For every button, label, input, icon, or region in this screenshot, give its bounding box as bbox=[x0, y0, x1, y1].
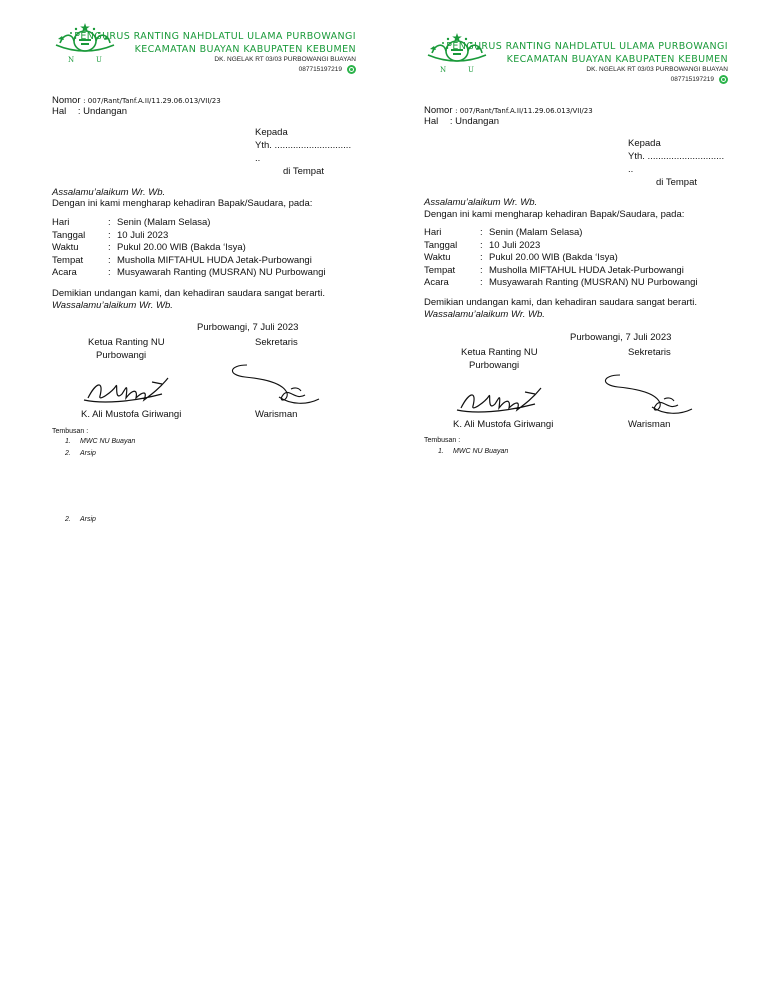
invitation-letter-left bbox=[52, 31, 356, 501]
signer-left-title-2: Purbowangi bbox=[469, 360, 520, 371]
nomor-label: Nomor bbox=[52, 95, 81, 106]
signature-sekretaris bbox=[225, 359, 321, 409]
hal-value: : Undangan bbox=[77, 106, 128, 117]
event-details bbox=[424, 227, 698, 290]
kecamatan-name: KECAMATAN BUAYAN KABUPATEN KEBUMEN bbox=[134, 44, 356, 55]
detail-value: 10 Juli 2023 bbox=[117, 229, 169, 241]
intro-text: Dengan ini kami mengharap kehadiran Bapak/Saudara, pada: bbox=[424, 209, 685, 220]
detail-key: Acara bbox=[52, 267, 77, 278]
detail-value: Musholla MIFTAHUL HUDA Jetak-Purbowangi bbox=[489, 264, 684, 276]
detail-key: Waktu bbox=[424, 252, 451, 263]
closing-greeting: Wassalamu’alaikum Wr. Wb. bbox=[424, 309, 545, 320]
event-details bbox=[52, 217, 326, 280]
logo-letter-u: U bbox=[96, 56, 102, 64]
detail-value: Musyawarah Ranting (MUSRAN) NU Purbowangi bbox=[117, 267, 326, 278]
signature-ketua bbox=[455, 382, 547, 418]
detail-key: Tanggal bbox=[424, 239, 458, 251]
recipient-yth: Yth. ............................. bbox=[255, 140, 352, 151]
signer-right-name: Warisman bbox=[628, 419, 671, 430]
detail-value: Pukul 20.00 WIB (Bakda ‘Isya) bbox=[117, 242, 246, 253]
nomor-value: : 007/Rant/Tanf.A.II/11.29.06.013/VII/23 bbox=[455, 107, 593, 115]
nomor-label: Nomor bbox=[424, 105, 453, 116]
org-phone: 087715197219 bbox=[298, 66, 342, 73]
detail-key: Tempat bbox=[424, 264, 456, 276]
invitation-letter-right bbox=[424, 41, 728, 511]
signature-ketua bbox=[82, 372, 174, 408]
tembusan-label: Tembusan : bbox=[52, 428, 89, 435]
hal-label: Hal bbox=[424, 116, 439, 127]
recipient-kepada: Kepada bbox=[255, 127, 288, 138]
hal-line bbox=[424, 116, 499, 127]
nomor-line bbox=[52, 95, 221, 106]
whatsapp-icon bbox=[719, 75, 728, 84]
recipient-kepada: Kepada bbox=[628, 138, 661, 149]
greeting: Assalamu’alaikum Wr. Wb. bbox=[52, 187, 166, 198]
detail-row: Waktu : Pukul 20.00 WIB (Bakda ‘Isya) bbox=[424, 252, 698, 265]
detail-value: 10 Juli 2023 bbox=[489, 239, 541, 251]
detail-key: Hari bbox=[424, 227, 442, 238]
detail-key: Waktu bbox=[52, 242, 79, 253]
closing-text: Demikian undangan kami, dan kehadiran saudara sangat berarti. bbox=[52, 288, 326, 299]
closing-greeting: Wassalamu’alaikum Wr. Wb. bbox=[52, 300, 173, 311]
detail-value: Senin (Malam Selasa) bbox=[117, 217, 211, 228]
recipient-dots: .. bbox=[255, 153, 261, 164]
detail-row: Tempat : Musholla MIFTAHUL HUDA Jetak-Purbowangi bbox=[424, 265, 698, 278]
kecamatan-name: KECAMATAN BUAYAN KABUPATEN KEBUMEN bbox=[506, 54, 728, 65]
detail-value: Pukul 20.00 WIB (Bakda ‘Isya) bbox=[489, 252, 618, 263]
detail-row: Hari : Senin (Malam Selasa) bbox=[424, 227, 698, 240]
nomor-line bbox=[424, 105, 593, 116]
logo-letter-n: N bbox=[68, 56, 75, 64]
hal-value: : Undangan bbox=[449, 116, 500, 127]
signer-right-title: Sekretaris bbox=[628, 347, 671, 358]
greeting: Assalamu’alaikum Wr. Wb. bbox=[424, 197, 538, 208]
signer-left-title: Ketua Ranting NU bbox=[88, 337, 165, 348]
cc-item: 1. MWC NU Buayan bbox=[438, 448, 509, 455]
intro-text: Dengan ini kami mengharap kehadiran Bapak/Saudara, pada: bbox=[52, 198, 313, 209]
detail-key: Acara bbox=[424, 277, 449, 288]
org-name: PENGURUS RANTING NAHDLATUL ULAMA PURBOWANGI bbox=[446, 41, 728, 52]
org-name: PENGURUS RANTING NAHDLATUL ULAMA PURBOWANGI bbox=[74, 31, 356, 42]
signer-right-title: Sekretaris bbox=[255, 337, 298, 348]
detail-row: Acara : Musyawarah Ranting (MUSRAN) NU Purbowangi bbox=[424, 277, 698, 288]
cc-item: 1. MWC NU Buayan bbox=[65, 438, 136, 445]
cc-item: 2. Arsip bbox=[65, 450, 96, 457]
nomor-value: : 007/Rant/Tanf.A.II/11.29.06.013/VII/23 bbox=[83, 97, 221, 105]
hal-label: Hal bbox=[52, 106, 67, 117]
org-phone: 087715197219 bbox=[670, 76, 714, 83]
org-address: DK. NGELAK RT 03/03 PURBOWANGI BUAYAN bbox=[586, 66, 728, 73]
place-date: Purbowangi, 7 Juli 2023 bbox=[570, 332, 672, 343]
logo-letter-u: U bbox=[468, 66, 474, 74]
recipient-di-tempat: di Tempat bbox=[656, 177, 698, 188]
detail-key: Tanggal bbox=[52, 229, 86, 241]
detail-row: Tanggal : 10 Juli 2023 bbox=[52, 230, 326, 243]
signature-sekretaris bbox=[598, 369, 694, 419]
nu-logo-icon bbox=[52, 21, 118, 65]
detail-value: Senin (Malam Selasa) bbox=[489, 227, 583, 238]
detail-key: Hari bbox=[52, 217, 70, 228]
whatsapp-icon bbox=[347, 65, 356, 74]
cc-item-overflow: 2. Arsip bbox=[65, 516, 96, 523]
signer-left-title: Ketua Ranting NU bbox=[461, 347, 538, 358]
detail-row: Tanggal : 10 Juli 2023 bbox=[424, 240, 698, 253]
recipient-di-tempat: di Tempat bbox=[283, 166, 325, 177]
tembusan-label: Tembusan : bbox=[424, 437, 461, 444]
detail-value: Musholla MIFTAHUL HUDA Jetak-Purbowangi bbox=[117, 254, 312, 266]
recipient-dots: .. bbox=[628, 164, 634, 175]
detail-row: Acara : Musyawarah Ranting (MUSRAN) NU Purbowangi bbox=[52, 267, 326, 278]
detail-row: Hari : Senin (Malam Selasa) bbox=[52, 217, 326, 230]
detail-row: Waktu : Pukul 20.00 WIB (Bakda ‘Isya) bbox=[52, 242, 326, 255]
detail-row: Tempat : Musholla MIFTAHUL HUDA Jetak-Purbowangi bbox=[52, 255, 326, 268]
org-address: DK. NGELAK RT 03/03 PURBOWANGI BUAYAN bbox=[214, 56, 356, 63]
detail-value: Musyawarah Ranting (MUSRAN) NU Purbowangi bbox=[489, 277, 698, 288]
logo-letter-n: N bbox=[440, 66, 447, 74]
signer-left-title-2: Purbowangi bbox=[96, 350, 147, 361]
place-date: Purbowangi, 7 Juli 2023 bbox=[197, 322, 299, 333]
detail-key: Tempat bbox=[52, 254, 84, 266]
signer-right-name: Warisman bbox=[255, 409, 298, 420]
closing-text: Demikian undangan kami, dan kehadiran saudara sangat berarti. bbox=[424, 297, 698, 308]
signer-left-name: K. Ali Mustofa Giriwangi bbox=[453, 419, 554, 430]
recipient-yth: Yth. ............................. bbox=[628, 151, 725, 162]
signer-left-name: K. Ali Mustofa Giriwangi bbox=[81, 409, 182, 420]
hal-line bbox=[52, 106, 127, 117]
nu-logo-icon bbox=[424, 31, 490, 75]
